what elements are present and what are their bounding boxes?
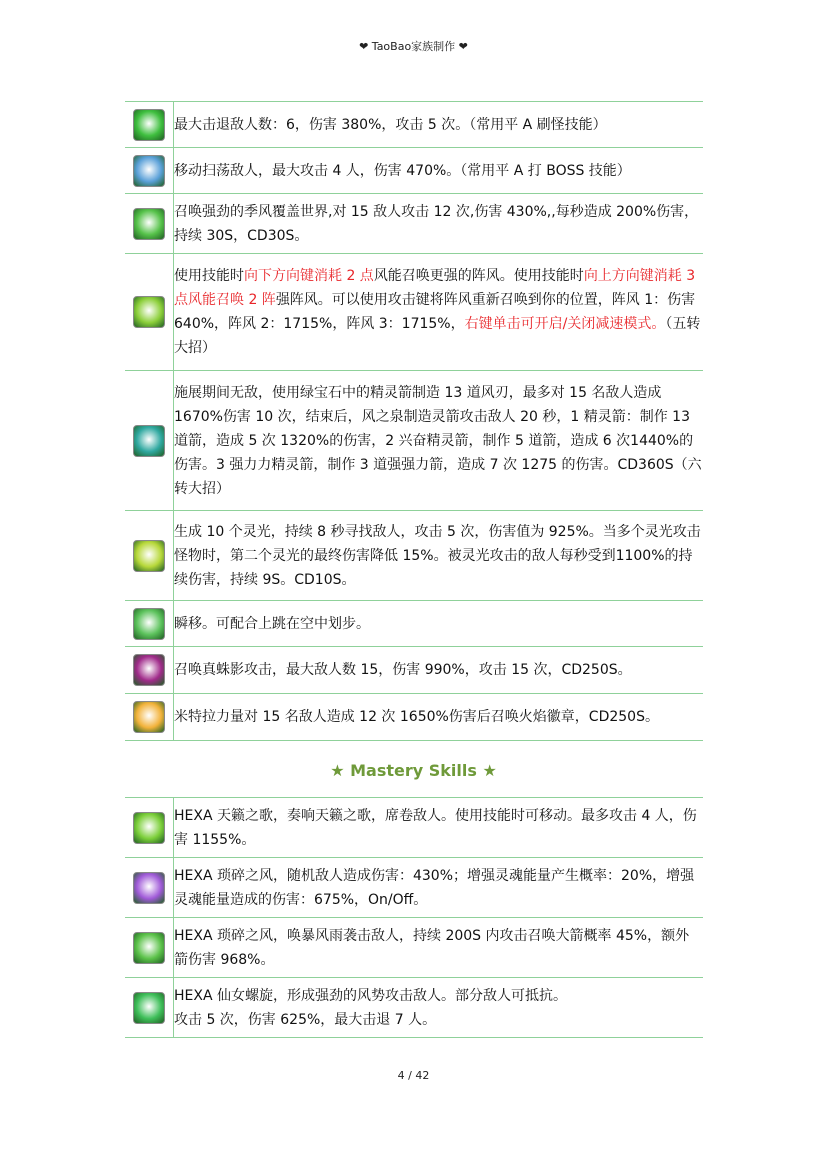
green-wind-burst-icon: [133, 296, 165, 328]
skill-icon-cell: [125, 918, 174, 978]
highlight-text: 右键单击可开启/关闭减速模式。: [464, 316, 666, 332]
description-text: 米特拉力量对 15 名敌人造成 12 次 1650%伤害后召唤火焰徽章，CD250S。: [174, 709, 659, 725]
green-blue-crest-icon: [133, 155, 165, 187]
skill-icon-cell: [125, 694, 174, 741]
highlight-text: 向上方向键消耗 3 点风能召唤 2 阵: [174, 268, 696, 308]
skill-description: [174, 371, 704, 511]
description-text: 最大击退敌人数：6，伤害 380%，攻击 5 次。（常用平 A 刷怪技能）: [174, 116, 607, 133]
skill-description: [174, 647, 704, 694]
skill-icon-cell: [125, 371, 174, 511]
hexa-spiral-icon: [133, 992, 165, 1024]
description-text: （五转大招）: [174, 316, 701, 356]
skill-description: [174, 601, 704, 647]
skill-description: [174, 511, 704, 601]
description-text: 召唤真蛛影攻击，最大敌人数 15，伤害 990%，攻击 15 次，CD250S。: [174, 662, 632, 678]
skill-icon-cell: [125, 194, 174, 254]
flame-emblem-icon: [133, 701, 165, 733]
skill-description: [174, 194, 704, 254]
skill-row: [125, 918, 703, 978]
description-text: HEXA 琐碎之风，唤暴风雨袭击敌人，持续 200S 内攻击召唤大箭概率 45%，额外箭伤害 968%。: [174, 927, 690, 968]
skill-row: [125, 601, 703, 647]
description-text: HEXA 仙女螺旋，形成强劲的风势攻击敌人。部分敌人可抵抗。: [174, 987, 567, 1004]
description-text: 攻击 5 次，伤害 625%，最大击退 7 人。: [174, 1011, 437, 1028]
yellow-green-light-icon: [133, 540, 165, 572]
skill-row: [125, 511, 703, 601]
skill-icon-cell: [125, 798, 174, 858]
description-text: 使用技能时: [174, 268, 244, 284]
skill-row: [125, 194, 703, 254]
description-text: 强阵风。可以使用攻击键将阵风重新召唤到你的位置，阵风 1：伤害 640%，阵风 2：1715%，阵风 3：1715%，: [174, 292, 696, 332]
skill-icon-cell: [125, 102, 174, 148]
hexa-green-wind-icon: [133, 932, 165, 964]
skill-icon-cell: [125, 254, 174, 371]
description-text: 召唤强劲的季风覆盖世界,对 15 敌人攻击 12 次,伤害 430%,,每秒造成 200%伤害，持续 30S，CD30S。: [174, 203, 699, 244]
skill-row: [125, 371, 703, 511]
skill-row: [125, 858, 703, 918]
skill-row: [125, 254, 703, 371]
skill-row: [125, 102, 703, 148]
mastery-skill-table: [125, 797, 703, 1038]
description-text: 生成 10 个灵光，持续 8 秒寻找敌人，攻击 5 次，伤害值为 925%。当多个灵光攻击怪物时，第二个灵光的最终伤害降低 15%。被灵光攻击的敌人每秒受到1100%的持续伤害，持续 9S。CD10S。: [174, 523, 701, 588]
description-text: 移动扫荡敌人，最大攻击 4 人，伤害 470%。（常用平 A 打 BOSS 技能）: [174, 162, 631, 179]
green-swirl-icon: [133, 109, 165, 141]
hexa-song-icon: [133, 812, 165, 844]
skill-description: [174, 978, 704, 1038]
description-text: HEXA 天籁之歌，奏响天籁之歌，席卷敌人。使用技能时可移动。最多攻击 4 人，伤害 1155%。: [174, 807, 697, 848]
skill-row: [125, 148, 703, 194]
skill-icon-cell: [125, 601, 174, 647]
spider-eye-icon: [133, 654, 165, 686]
skill-icon-cell: [125, 148, 174, 194]
description-text: 风能召唤更强的阵风。使用技能时: [373, 268, 584, 284]
skill-description: [174, 694, 704, 741]
emerald-spirit-icon: [133, 425, 165, 457]
skill-icon-cell: [125, 978, 174, 1038]
skill-description: [174, 254, 704, 371]
skill-icon-cell: [125, 858, 174, 918]
page-number: 4 / 42: [397, 1069, 430, 1082]
skill-description: [174, 148, 704, 194]
teleport-icon: [133, 608, 165, 640]
skill-row: [125, 694, 703, 741]
hexa-purple-wind-icon: [133, 872, 165, 904]
skill-icon-cell: [125, 647, 174, 694]
green-leaf-storm-icon: [133, 208, 165, 240]
page-header: ❤ TaoBao家族制作 ❤: [359, 40, 468, 53]
mastery-skills-heading: ★ Mastery Skills ★: [330, 761, 497, 780]
description-text: 瞬移。可配合上跳在空中划步。: [174, 615, 370, 632]
skill-description: [174, 858, 704, 918]
skill-description: [174, 798, 704, 858]
skill-icon-cell: [125, 511, 174, 601]
skill-row: [125, 647, 703, 694]
highlight-text: 向下方向键消耗 2 点: [244, 268, 374, 284]
skill-row: [125, 798, 703, 858]
description-text: 施展期间无敌，使用绿宝石中的精灵箭制造 13 道风刃，最多对 15 名敌人造成1670%伤害 10 次，结束后，风之泉制造灵箭攻击敌人 20 秒，1 精灵箭：制作 13 道箭，造成 5 次 1320%的伤害，2 兴奋精灵箭，制作 5 道箭，造成 6 次1440%的伤害。3 强力力精灵箭，制作 3 道强强力箭，造成 7 次 1275 的伤害。CD360S（六转大招）: [174, 384, 702, 497]
skill-description: [174, 102, 704, 148]
skill-row: [125, 978, 703, 1038]
skill-table: [125, 101, 703, 741]
description-text: HEXA 琐碎之风，随机敌人造成伤害：430%；增强灵魂能量产生概率：20%，增强灵魂能量造成的伤害：675%，On/Off。: [174, 867, 695, 908]
skill-description: [174, 918, 704, 978]
